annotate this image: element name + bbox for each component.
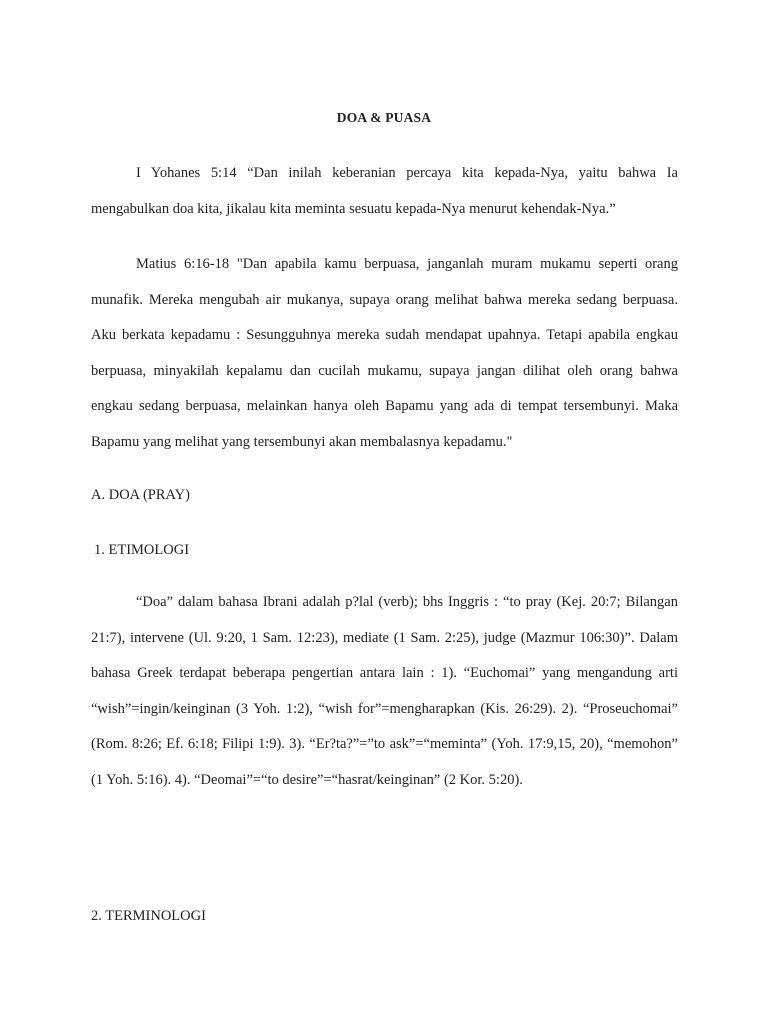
document-title: DOA & PUASA (336, 110, 432, 125)
verse-paragraph-1john: I Yohanes 5:14 “Dan inilah keberanian percaya kita kepada-Nya, yaitu bahwa Ia mengabulkan doa kita, jikalau kita meminta sesuatu kepada-Nya menurut kehendak-Nya.” (91, 165, 678, 217)
etimologi-paragraph: “Doa” dalam bahasa Ibrani adalah p?lal (verb); bhs Inggris : “to pray (Kej. 20:7; Bilangan 21:7), intervene (Ul. 9:20, 1 Sam. 12:23), mediate (1 Sam. 2:25), judge (Mazmur 106:30)”. Dalam bahasa Greek terdapat beberapa pengertian antara lain : 1). “Euchomai” yang mengandung arti “wish”=ingin/keinginan (3 Yoh. 1:2), “wish for”=mengharapkan (Kis. 26:29). 2). “Proseuchomai” (Rom. 8:26; Ef. 6:18; Filipi 1:9). 3). “Er?ta?”=”to ask”=“meminta” (Yoh. 17:9,15, 20), “memohon” (1 Yoh. 5:16). 4). “Deomai”=“to desire”=“hasrat/keinginan” (2 Kor. 5:20). (91, 594, 678, 788)
subheading-etimologi: 1. ETIMOLOGI (94, 542, 190, 558)
section-heading-doa: A. DOA (PRAY) (91, 487, 190, 503)
verse-paragraph-matthew: Matius 6:16-18 "Dan apabila kamu berpuasa, janganlah muram mukamu seperti orang munafik. Mereka mengubah air mukanya, supaya orang melihat bahwa mereka sedang berpuasa. Aku berkata kepadamu : Sesungguhnya mereka sudah mendapat upahnya. Tetapi apabila engkau berpuasa, minyakilah kepalamu dan cucilah mukamu, supaya jangan dilihat oleh orang bahwa engkau sedang berpuasa, melainkan hanya oleh Bapamu yang ada di tempat tersembunyi. Maka Bapamu yang melihat yang tersembunyi akan membalasnya kepadamu." (91, 256, 678, 450)
subheading-terminologi: 2. TERMINOLOGI (91, 908, 206, 924)
